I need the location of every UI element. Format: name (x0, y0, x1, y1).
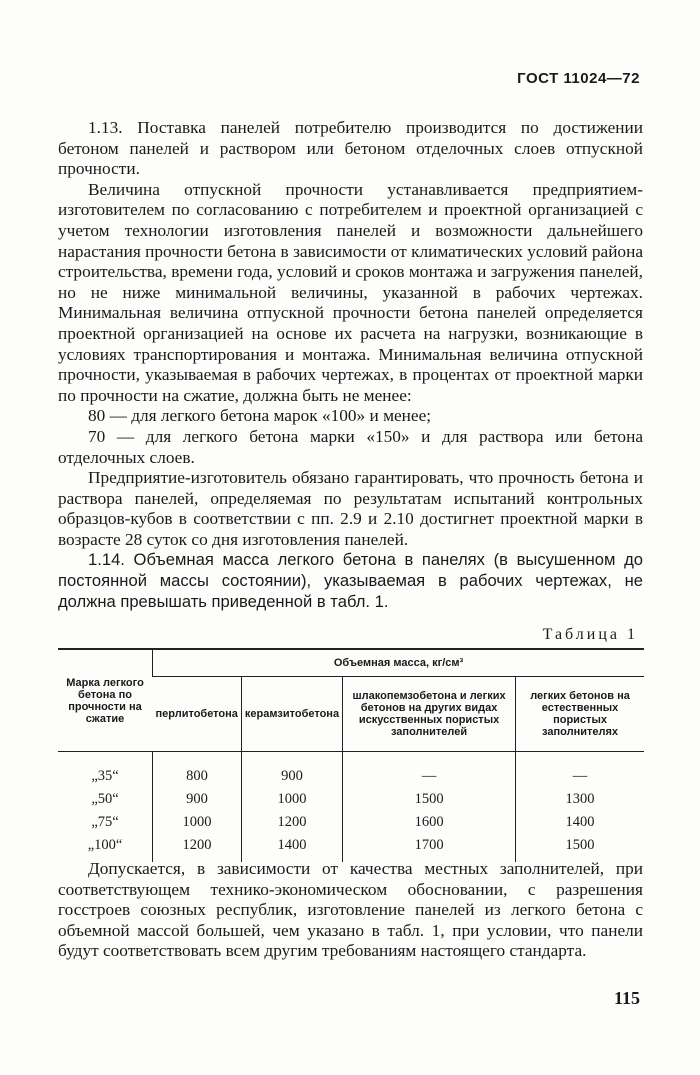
paragraph-1-14: 1.14. Объемная масса легкого бетона в панелях (в высушенном до постоянной массы состоянии), указываемая в рабочих чертежах, не должна превышать приведенной в табл. 1. (58, 550, 643, 611)
paragraph-70-percent: 70 — для легкого бетона марки «150» и для раствора или бетона отделочных слоев. (58, 426, 643, 467)
density-table (58, 648, 644, 862)
table-row (58, 810, 644, 833)
cell-value: 1600 (343, 810, 516, 833)
col-header-perlite: перлитобетона (153, 677, 242, 752)
cell-grade: „100“ (87, 836, 123, 853)
page-number: 115 (613, 988, 640, 1008)
cell-value: 1500 (343, 787, 516, 810)
table-row (58, 752, 644, 788)
cell-value: 1000 (153, 810, 242, 833)
col-header-keramzit: керамзитобетона (241, 677, 342, 752)
col-header-natural: легких бетонов на естественных пористых заполнителях (516, 677, 644, 752)
col-header-grade: Марка легкого бетона по прочности на сжатие (58, 649, 153, 752)
cell-value: 900 (153, 787, 242, 810)
gost-header: ГОСТ 11024—72 (517, 70, 640, 87)
cell-value: — (516, 752, 644, 788)
cell-value: 1300 (516, 787, 644, 810)
col-header-group: Объемная масса, кг/см³ (153, 649, 645, 677)
paragraph-release-strength: Величина отпускной прочности устанавливается предприятием-изготовителем по согласованию с потребителем и проектной организацией с учетом технологии изготовления панелей и возможности дальнейшего нарастания прочности бетона в зависимости от климатических условий района строительства, времени года, условий и сроков монтажа и загружения панелей, но не ниже минимальной величины, указанной в рабочих чертежах. Минимальная величина отпускной прочности бетона панелей определяется проектной организацией на основе их расчета на нагрузки, возникающие в условиях транспортирования и монтажа. Минимальная величина отпускной прочности, указываемая в рабочих чертежах, в процентах от проектной марки по прочности на сжатие, должна быть не менее: (58, 179, 643, 405)
paragraph-1-13: 1.13. Поставка панелей потребителю производится по достижении бетоном панелей и раствором или бетоном отделочных слоев отпускной прочности. (58, 118, 643, 179)
cell-value: 1700 (343, 833, 516, 862)
cell-value: 1400 (241, 833, 342, 862)
paragraph-guarantee: Предприятие-изготовитель обязано гарантировать, что прочность бетона и раствора панелей, определяемая по результатам испытаний контрольных образцов-кубов в соответствии с пп. 2.9 и 2.10 достигнет проектной марки в возрасте 28 суток со дня изготовления панелей. (58, 468, 643, 549)
cell-grade: „35“ (91, 767, 119, 784)
cell-grade: „75“ (91, 813, 119, 830)
cell-value: 1200 (241, 810, 342, 833)
section-allowance (58, 859, 643, 962)
col-header-slag: шлакопемзобетона и легких бетонов на других видах искусственных пористых заполнителей (343, 677, 516, 752)
cell-value: 900 (241, 752, 342, 788)
cell-value: 1000 (241, 787, 342, 810)
cell-value: 1400 (516, 810, 644, 833)
cell-grade: „50“ (91, 790, 119, 807)
cell-value: — (343, 752, 516, 788)
paragraph-80-percent: 80 — для легкого бетона марок «100» и менее; (88, 406, 432, 426)
table-row (58, 787, 644, 810)
table-row (58, 833, 644, 862)
table-caption: Таблица 1 (542, 626, 638, 643)
cell-value: 1500 (516, 833, 644, 862)
cell-value: 1200 (153, 833, 242, 862)
cell-value: 800 (153, 752, 242, 788)
section-1-13 (58, 118, 643, 612)
paragraph-allowance: Допускается, в зависимости от качества местных заполнителей, при соответствующем технико-экономическом обосновании, с разрешения госстроев союзных республик, изготовление панелей из легкого бетона с объемной массой большей, чем указано в табл. 1, при условии, что панели будут соответствовать всем другим требованиям настоящего стандарта. (58, 859, 643, 961)
